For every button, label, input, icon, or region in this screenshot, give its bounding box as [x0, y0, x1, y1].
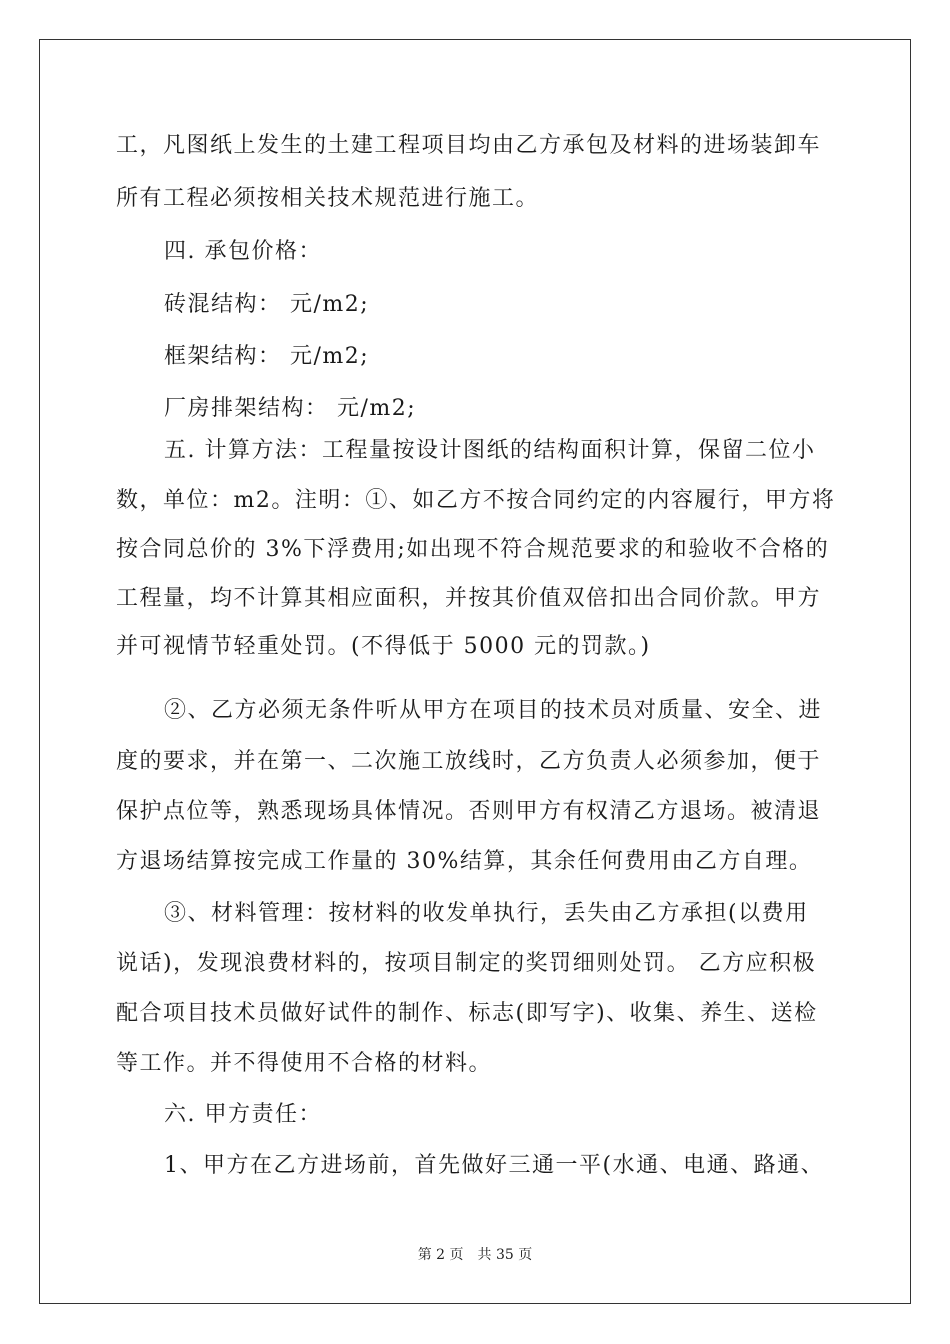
page-number-footer: 第 2 页 共 35 页: [417, 1247, 533, 1263]
text-line: 工程量，均不计算其相应面积，并按其价值双倍扣出合同价款。甲方: [116, 586, 822, 611]
text-line: 工，凡图纸上发生的土建工程项目均由乙方承包及材料的进场装卸车: [116, 133, 822, 158]
text-line: 方退场结算按完成工作量的 30%结算，其余任何费用由乙方自理。: [116, 849, 813, 874]
text-line: 配合项目技术员做好试件的制作、标志(即写字)、收集、养生、送检: [116, 1001, 818, 1026]
text-line: 保护点位等，熟悉现场具体情况。否则甲方有权清乙方退场。被清退: [116, 799, 822, 824]
text-line: 所有工程必须按相关技术规范进行施工。: [116, 186, 540, 211]
text-line: 并可视情节轻重处罚。(不得低于 5000 元的罚款。): [116, 634, 651, 659]
text-line: 数，单位：m2。注明：①、如乙方不按合同约定的内容履行，甲方将: [116, 488, 836, 513]
text-line: 说话)，发现浪费材料的，按项目制定的奖罚细则处罚。 乙方应积极: [116, 951, 817, 976]
text-line: 按合同总价的 3%下浮费用;如出现不符合规范要求的和验收不合格的: [116, 537, 830, 562]
text-line: 框架结构： 元/m2;: [164, 344, 370, 369]
text-line: 度的要求，并在第一、二次施工放线时，乙方负责人必须参加，便于: [116, 749, 822, 774]
text-line: 厂房排架结构： 元/m2;: [164, 396, 417, 421]
text-line: 1、甲方在乙方进场前，首先做好三通一平(水通、电通、路通、: [164, 1153, 825, 1178]
section-heading-5: 五. 计算方法：工程量按设计图纸的结构面积计算，保留二位小: [164, 438, 816, 463]
section-heading-4: 四. 承包价格：: [164, 239, 322, 264]
text-line: ②、乙方必须无条件听从甲方在项目的技术员对质量、安全、进: [164, 698, 823, 723]
section-heading-6: 六. 甲方责任：: [164, 1102, 322, 1127]
text-line: 砖混结构： 元/m2;: [164, 292, 370, 317]
text-line: ③、材料管理：按材料的收发单执行，丢失由乙方承担(以费用: [164, 901, 809, 926]
text-line: 等工作。并不得使用不合格的材料。: [116, 1051, 493, 1076]
